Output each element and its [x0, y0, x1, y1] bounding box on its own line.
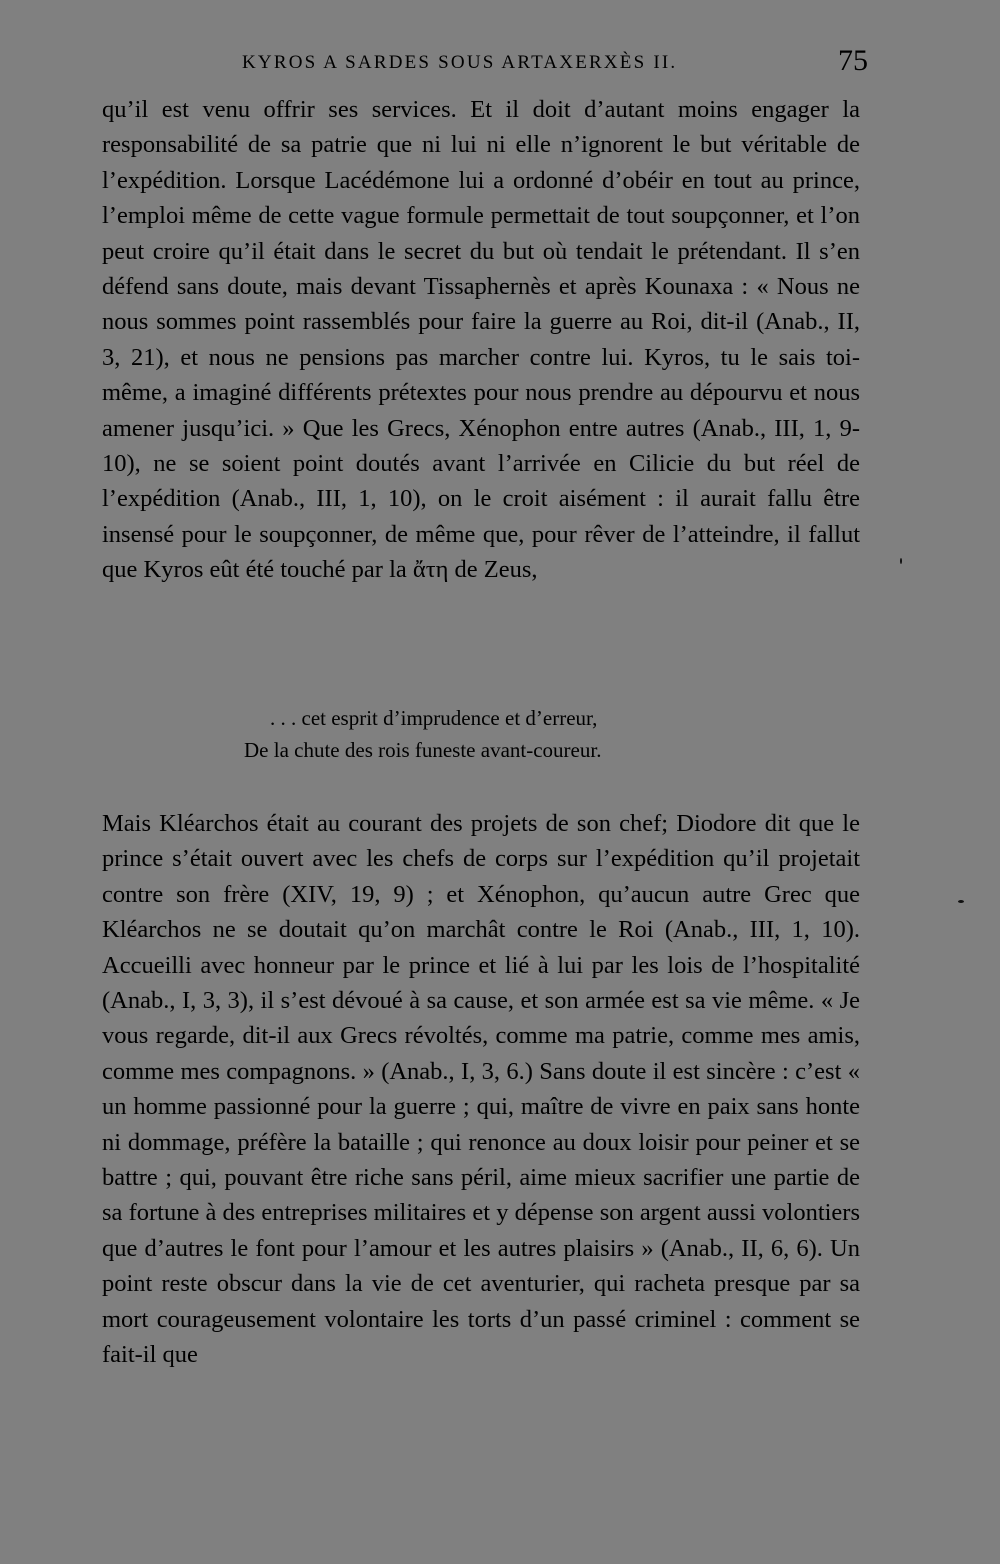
running-head: KYROS A SARDES SOUS ARTAXERXÈS II.: [242, 52, 678, 73]
verse-quotation: [200, 702, 800, 766]
page-number: 75: [838, 44, 868, 77]
scan-speck: [900, 558, 902, 564]
page-header: [102, 40, 868, 86]
scan-speck: [958, 900, 964, 903]
paragraph-1: qu’il est venu offrir ses services. Et il doit d’autant moins engager la responsabilité de sa patrie que ni lui ni elle n’ignorent le but véritable de l’expédition. Lorsque Lacédémone lui a ordonné d’obéir en tout au prince, l’emploi même de cette vague formule permettait de tout soupçonner, et l’on peut croire qu’il était dans le secret du but où tendait le prétendant. Il s’en défend sans doute, mais devant Tissaphernès et après Kounaxa : « Nous ne nous sommes point rassemblés pour faire la guerre au Roi, dit-il (Anab., II, 3, 21), et nous ne pensions pas marcher contre lui. Kyros, tu le sais toi-même, a imaginé différents prétextes pour nous prendre au dépourvu et nous amener jusqu’ici. » Que les Grecs, Xénophon entre autres (Anab., III, 1, 9-10), ne se soient point doutés avant l’arrivée en Cilicie du but réel de l’expédition (Anab., III, 1, 10), on le croit aisément : il aurait fallu être insensé pour le soupçonner, de même que, pour rêver de l’atteindre, il fallut que Kyros eût été touché par la ἄτη de Zeus,: [102, 96, 860, 584]
verse-line-2: De la chute des rois funeste avant-coureur.: [244, 738, 602, 762]
paragraph-2: Mais Kléarchos était au courant des projets de son chef; Diodore dit que le prince s’était ouvert avec les chefs de corps sur l’expédition qu’il projetait contre son frère (XIV, 19, 9) ; et Xénophon, qu’aucun autre Grec que Kléarchos ne se doutait qu’on marchât contre le Roi (Anab., III, 1, 10). Accueilli avec honneur par le prince et lié à lui par les lois de l’hospitalité (Anab., I, 3, 3), il s’est dévoué à sa cause, et son armée est sa vie même. « Je vous regarde, dit-il aux Grecs révoltés, comme ma patrie, comme mes amis, comme mes compagnons. » (Anab., I, 3, 6.) Sans doute il est sincère : c’est « un homme passionné pour la guerre ; qui, maître de vivre en paix sans honte ni dommage, préfère la bataille ; qui renonce au doux loisir pour peiner et se battre ; qui, pouvant être riche sans péril, aime mieux sacrifier une partie de sa fortune à des entreprises militaires et y dépense son argent aussi volontiers que d’autres le font pour l’amour et les autres plaisirs » (Anab., II, 6, 6). Un point reste obscur dans la vie de cet aventurier, qui racheta presque par sa mort courageusement volontaire les torts d’un passé criminel : comment se fait-il que: [102, 810, 860, 1369]
verse-line-1: . . . cet esprit d’imprudence et d’erreur,: [270, 706, 598, 730]
